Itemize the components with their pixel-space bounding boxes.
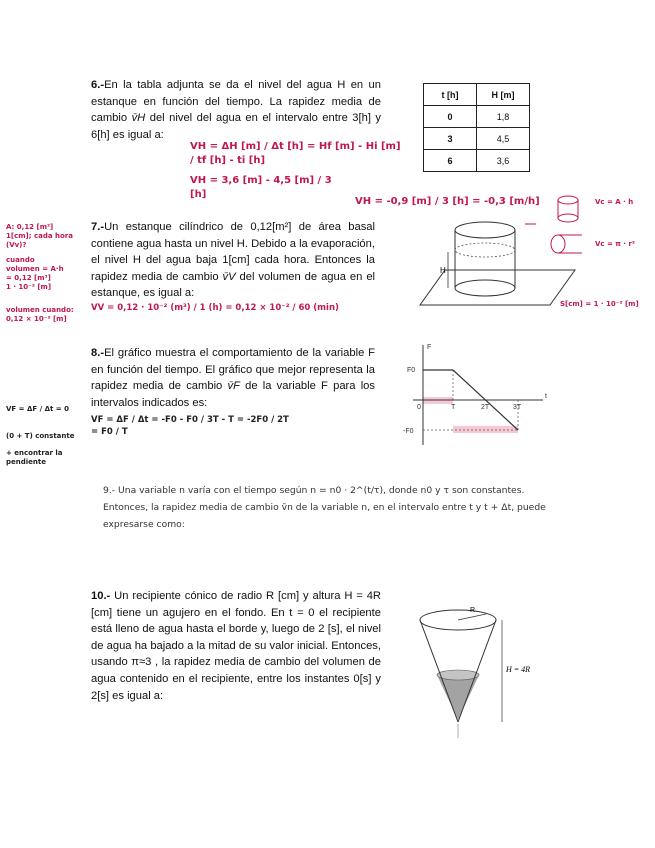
q7-symbol: v̄V bbox=[222, 270, 236, 283]
table-cell: 0 bbox=[424, 106, 477, 128]
q10-text bbox=[91, 588, 381, 704]
table-cell: 1,8 bbox=[477, 106, 530, 128]
table-cell: 4,5 bbox=[477, 128, 530, 150]
q8-number: 8.- bbox=[91, 347, 105, 359]
q7-handwriting: VV = 0,12 · 10⁻² (m³) / 1 (h) = 0,12 × 10⁻² / 60 (min) bbox=[91, 303, 339, 313]
graph-label-T: T bbox=[451, 404, 456, 411]
cylinder-bottom bbox=[455, 280, 515, 296]
margin-note: 1[cm]; cada hora bbox=[6, 232, 73, 240]
table-header-row bbox=[424, 84, 530, 106]
margin-note: 0,12 × 10⁻² [m] bbox=[6, 315, 67, 323]
ground-plane bbox=[420, 270, 575, 305]
q7-number: 7.- bbox=[91, 221, 105, 233]
graph-label-f: F bbox=[427, 344, 432, 351]
margin-note: 1 · 10⁻² [m] bbox=[6, 283, 52, 291]
q9-body: Una variable n varía con el tiempo según n = n0 · 2^(t/τ), donde n0 y τ son constantes. Entonces, la rapidez media de cambio v̄n de la variable n, en el intervalo entre t y t + Δt, puede expresarse como: bbox=[103, 485, 546, 530]
water-level-table bbox=[423, 83, 530, 172]
q6-number: 6.- bbox=[91, 79, 105, 91]
q8-text bbox=[91, 345, 375, 411]
f-vs-t-graph bbox=[393, 340, 553, 450]
radius-line bbox=[458, 614, 486, 620]
margin-note: + encontrar la pendiente bbox=[6, 449, 63, 466]
q8-symbol: v̄F bbox=[227, 380, 240, 393]
table-row bbox=[424, 106, 530, 128]
water-level bbox=[455, 243, 515, 257]
height-label: H bbox=[440, 266, 446, 275]
table-cell: 3,6 bbox=[477, 150, 530, 172]
graph-label-t: t bbox=[545, 393, 547, 400]
margin-note: = 0,12 [m³] bbox=[6, 274, 51, 282]
table-row bbox=[424, 150, 530, 172]
margin-note: (Vv)? bbox=[6, 241, 27, 249]
q6-text bbox=[91, 77, 381, 143]
q7-diagram-note: Vc = A · h bbox=[595, 198, 634, 206]
table-header-t: t [h] bbox=[424, 84, 477, 106]
q6-symbol: v̄H bbox=[131, 112, 146, 125]
q7-diagram-note: Vc = π · r² bbox=[595, 240, 635, 248]
cylinder-top bbox=[455, 222, 515, 238]
highlight-interval-2 bbox=[453, 426, 518, 433]
cone-label-h: H = 4R bbox=[506, 665, 531, 674]
table-cell: 3 bbox=[424, 128, 477, 150]
cone-diagram bbox=[410, 590, 550, 740]
q7-sketch bbox=[540, 192, 590, 262]
q7-text bbox=[91, 219, 375, 302]
margin-note: A: 0,12 [m²] bbox=[6, 223, 54, 231]
q8-body2: de la variable F para los intervalos indicados es: bbox=[91, 380, 375, 409]
graph-label-3T: 3T bbox=[513, 404, 522, 411]
table-header-h: H [m] bbox=[477, 84, 530, 106]
q7-body2: del volumen de agua en el estanque, es igual a: bbox=[91, 270, 376, 300]
margin-note: VF = ΔF / Δt = 0 bbox=[6, 405, 69, 413]
q8-margin-notes bbox=[6, 405, 92, 467]
q6-handwriting-2: VH = 3,6 [m] - 4,5 [m] / 3 [h] bbox=[190, 175, 332, 200]
cone-label-r: R bbox=[470, 607, 476, 614]
q7-margin-notes bbox=[6, 223, 92, 324]
margin-note: volumen cuando: bbox=[6, 306, 74, 314]
graph-label-f0: F0 bbox=[407, 367, 416, 374]
q6-body: En la tabla adjunta se da el nivel del agua H en un estanque en función del tiempo. La rapidez media de cambio bbox=[91, 79, 381, 125]
q10-number: 10.- bbox=[91, 590, 111, 602]
q9-number: 9.- bbox=[103, 485, 116, 496]
q6-body2: del nivel del agua en el intervalo entre 3[h] y 6[h] es igual a: bbox=[91, 112, 382, 141]
water-surface bbox=[437, 670, 479, 680]
q9-text bbox=[103, 482, 559, 533]
margin-note: volumen = A·h bbox=[6, 265, 64, 273]
q7-body: Un estanque cilíndrico de 0,12[m²] de área basal contiene agua hasta un nivel H. Debido a la evaporación, el nivel H del agua baja 1[cm] cada hora. Entonces la rapidez media de cambio bbox=[91, 221, 375, 283]
q8-handwriting: VF = ΔF / Δt = -F0 - F0 / 3T - T = -2F0 / 2T = F0 / T bbox=[91, 415, 289, 437]
graph-label-minus-f0: -F0 bbox=[403, 428, 414, 435]
graph-label-0: 0 bbox=[417, 404, 421, 411]
q7-diagram-note: S[cm] = 1 · 10⁻² [m] bbox=[560, 300, 639, 308]
q6-handwriting-1: VH = ΔH [m] / Δt [h] = Hf [m] - Hi [m] / tf [h] - ti [h] bbox=[190, 141, 401, 166]
table-cell: 6 bbox=[424, 150, 477, 172]
table-row bbox=[424, 128, 530, 150]
q10-body: Un recipiente cónico de radio R [cm] y altura H = 4R [cm] tiene un agujero en el fondo. En t = 0 el recipiente está lleno de agua hasta el borde y, luego de 2 [s], el nivel de agua ha bajado a la mitad de su valor inicial. Entonces, usando π≈3 , la rapidez media de cambio del volumen de agua contenido en el recipiente, entre los instantes 0[s] y 2[s] es igual a: bbox=[91, 590, 381, 702]
graph-label-2T: 2T bbox=[481, 404, 490, 411]
margin-note: cuando bbox=[6, 256, 35, 264]
q6-handwriting-3: VH = -0,9 [m] / 3 [h] = -0,3 [m/h] bbox=[355, 196, 540, 207]
q8-body: El gráfico muestra el comportamiento de la variable F en función del tiempo. El gráfico que mejor representa la rapidez media de cambio bbox=[91, 347, 375, 393]
margin-note: (0 + T) constante bbox=[6, 432, 75, 440]
